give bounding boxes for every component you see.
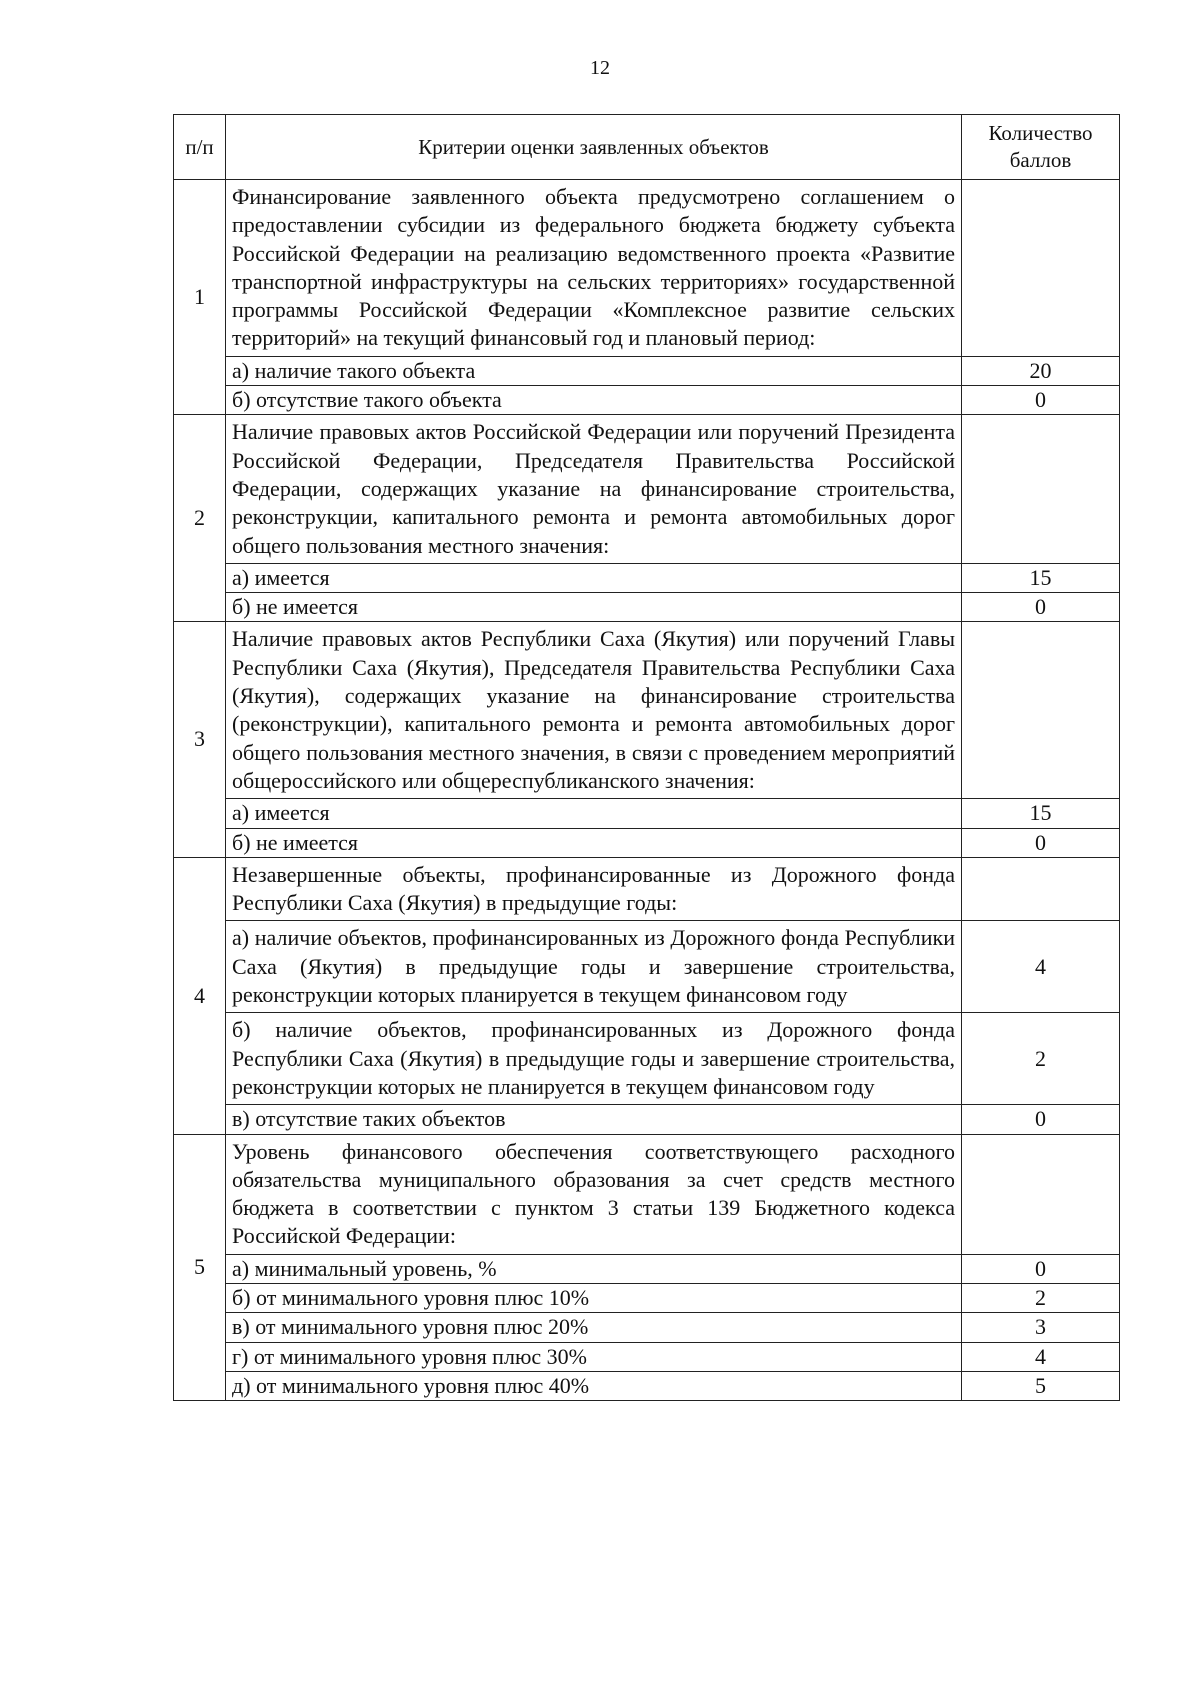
option-points: 0 [962, 828, 1120, 857]
group-criterion: Наличие правовых актов Российской Федерации или поручений Президента Российской Федерации, Председателя Правительства Российской Федерации, содержащих указание на финансирование строительства, реконструкции, капитального ремонта и ремонта автомобильных дорог общего пользования местного значения: [226, 415, 962, 563]
option-row [174, 1342, 1120, 1371]
option-points: 15 [962, 799, 1120, 828]
option-row [174, 1254, 1120, 1283]
option-row [174, 1371, 1120, 1400]
option-label: в) от минимального уровня плюс 20% [226, 1313, 962, 1342]
option-row [174, 593, 1120, 622]
group-number: 5 [174, 1134, 226, 1401]
option-points: 5 [962, 1371, 1120, 1400]
group-points-empty [962, 622, 1120, 799]
option-label: б) не имеется [226, 593, 962, 622]
option-points: 2 [962, 1013, 1120, 1105]
option-label: б) отсутствие такого объекта [226, 386, 962, 415]
option-points: 4 [962, 1342, 1120, 1371]
option-label: г) от минимального уровня плюс 30% [226, 1342, 962, 1371]
option-row [174, 1313, 1120, 1342]
option-label: в) отсутствие таких объектов [226, 1105, 962, 1134]
option-points: 15 [962, 563, 1120, 592]
group-number: 3 [174, 622, 226, 857]
option-points: 2 [962, 1283, 1120, 1312]
option-label: а) наличие объектов, профинансированных из Дорожного фонда Республики Саха (Якутия) в предыдущие годы и завершение строительства, реконструкции которых планируется в текущем финансовом году [226, 921, 962, 1013]
option-points: 0 [962, 1254, 1120, 1283]
option-row [174, 1283, 1120, 1312]
group-criterion: Незавершенные объекты, профинансированные из Дорожного фонда Республики Саха (Якутия) в предыдущие годы: [226, 857, 962, 921]
group-number: 4 [174, 857, 226, 1134]
option-label: б) не имеется [226, 828, 962, 857]
group-criterion: Финансирование заявленного объекта предусмотрено соглашением о предоставлении субсидии из федерального бюджета бюджету субъекта Российской Федерации на реализацию ведомственного проекта «Развитие транспортной инфраструктуры на сельских территориях» государственной программы Российской Федерации «Комплексное развитие сельских территорий» на текущий финансовый год и плановый период: [226, 180, 962, 357]
option-label: а) наличие такого объекта [226, 356, 962, 385]
criteria-table [173, 114, 1120, 1401]
group-points-empty [962, 857, 1120, 921]
option-row [174, 563, 1120, 592]
option-row [174, 1105, 1120, 1134]
group-header-row [174, 1134, 1120, 1254]
group-header-row [174, 622, 1120, 799]
option-points: 0 [962, 1105, 1120, 1134]
option-points: 0 [962, 593, 1120, 622]
group-header-row [174, 857, 1120, 921]
option-label: а) имеется [226, 563, 962, 592]
group-points-empty [962, 415, 1120, 563]
header-points: Количество баллов [962, 115, 1120, 180]
header-criteria: Критерии оценки заявленных объектов [226, 115, 962, 180]
option-row [174, 799, 1120, 828]
option-points: 0 [962, 386, 1120, 415]
group-number: 2 [174, 415, 226, 622]
option-row [174, 921, 1120, 1013]
option-label: а) минимальный уровень, % [226, 1254, 962, 1283]
option-row [174, 386, 1120, 415]
option-label: д) от минимального уровня плюс 40% [226, 1371, 962, 1400]
table-header-row [174, 115, 1120, 180]
group-points-empty [962, 180, 1120, 357]
page-number: 12 [590, 57, 610, 79]
group-number: 1 [174, 180, 226, 415]
option-row [174, 356, 1120, 385]
option-points: 3 [962, 1313, 1120, 1342]
group-criterion: Наличие правовых актов Республики Саха (Якутия) или поручений Главы Республики Саха (Якутия), Председателя Правительства Республики Саха (Якутия), содержащих указание на финансирование строительства (реконструкции), капитального ремонта и ремонта автомобильных дорог общего пользования местного значения, в связи с проведением мероприятий общероссийского или общереспубликанского значения: [226, 622, 962, 799]
group-header-row [174, 415, 1120, 563]
header-number: п/п [174, 115, 226, 180]
group-points-empty [962, 1134, 1120, 1254]
option-label: а) имеется [226, 799, 962, 828]
option-label: б) от минимального уровня плюс 10% [226, 1283, 962, 1312]
option-label: б) наличие объектов, профинансированных из Дорожного фонда Республики Саха (Якутия) в предыдущие годы и завершение строительства, реконструкции которых не планируется в текущем финансовом году [226, 1013, 962, 1105]
group-header-row [174, 180, 1120, 357]
option-points: 4 [962, 921, 1120, 1013]
option-row [174, 828, 1120, 857]
option-row [174, 1013, 1120, 1105]
group-criterion: Уровень финансового обеспечения соответствующего расходного обязательства муниципального образования за счет средств местного бюджета в соответствии с пунктом 3 статьи 139 Бюджетного кодекса Российской Федерации: [226, 1134, 962, 1254]
option-points: 20 [962, 356, 1120, 385]
